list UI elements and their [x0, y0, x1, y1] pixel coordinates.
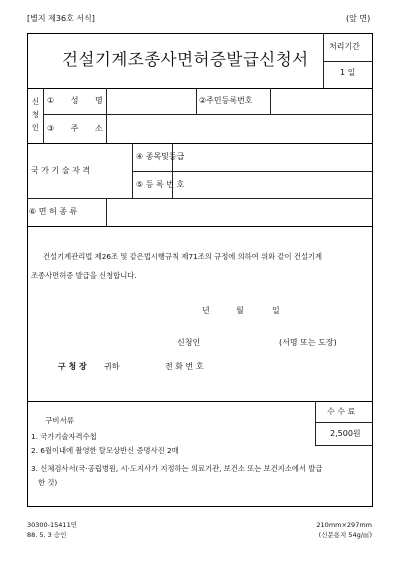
recipient-suffix: 귀하	[104, 362, 120, 371]
qualification-section-bottom	[27, 198, 373, 199]
statement-line-2: 조종사면허증 발급을 신청합니다.	[31, 271, 137, 280]
date-day-label: 일	[272, 306, 280, 315]
applicant-group-text: 신 청 인	[31, 97, 40, 132]
recipient-title: 구 청 장	[58, 362, 87, 371]
license-row-bottom	[27, 226, 373, 227]
form-number: [별지 제36호 서식]	[27, 14, 95, 23]
qualification-midline	[132, 171, 373, 172]
footer-date: 88. 5. 3 승인	[27, 531, 67, 539]
name-label-divider	[106, 88, 107, 143]
document-item-3: 3. 신체검사서(국·공립병원, 시·도지사가 지정하는 의료기관, 보건소 또는 보건지소에서 발급	[31, 464, 323, 473]
fee-value: 2,500원	[330, 429, 361, 438]
document-item-2: 2. 6월이내에 촬영한 탈모상반신 증명사진 2매	[31, 446, 179, 455]
license-type-divider	[106, 198, 107, 226]
id-label-divider-left	[196, 88, 197, 114]
fee-label: 수 수 료	[327, 407, 356, 416]
side-label: (앞 면)	[346, 14, 371, 23]
processing-value: 1 일	[340, 68, 356, 77]
applicant-group-divider	[43, 88, 44, 143]
applicant-section-bottom	[27, 143, 373, 144]
signer-label: 신청인	[177, 338, 201, 347]
documents-title: 구비서류	[45, 416, 74, 425]
fee-box-midline	[315, 422, 373, 423]
processing-midline	[323, 61, 373, 62]
name-label: ① 성 명	[47, 96, 103, 105]
fee-box-left	[315, 401, 316, 445]
footer-code: 30300-15411민	[27, 521, 77, 529]
registration-number-field[interactable]	[174, 173, 370, 196]
registration-number-label: ⑤ 등 록 번 호	[136, 180, 185, 189]
phone-label: 전 화 번 호	[165, 362, 204, 371]
date-month-label: 월	[236, 306, 244, 315]
title-bottom-line	[27, 88, 373, 89]
license-type-label: ⑥ 면 허 종 류	[29, 207, 78, 216]
license-type-field[interactable]	[108, 200, 370, 224]
fee-box-bottom	[315, 445, 373, 446]
statement-section-bottom	[27, 401, 373, 402]
footer-paper-size: 210mm×297mm	[316, 521, 372, 529]
qualification-type-label: ④ 종목및등급	[136, 152, 185, 161]
qualification-label: 국 가 기 술 자 격	[31, 166, 91, 175]
document-item-3-cont: 한 것)	[31, 478, 58, 487]
id-field[interactable]	[272, 90, 371, 112]
processing-label: 처리기간	[329, 42, 360, 51]
document-item-1: 1. 국가기술자격수첩	[31, 432, 97, 441]
name-row-bottom	[43, 114, 373, 115]
statement-line-1: 건설기계관리법 제26조 및 같은법시행규칙 제71조의 규정에 의하여 위와 같이 건설기계	[43, 252, 323, 261]
address-label: ③ 주 소	[47, 124, 103, 133]
footer-paper-type: (신문용지 54g/㎡)	[318, 531, 372, 539]
date-year-label: 년	[202, 306, 210, 315]
signature-label: (서명 또는 도장)	[279, 338, 337, 347]
id-label: ②주민등록번호	[199, 96, 253, 105]
id-label-divider-right	[270, 88, 271, 114]
address-field[interactable]	[108, 117, 370, 141]
name-field[interactable]	[108, 90, 194, 112]
applicant-group-label	[28, 95, 43, 134]
form-title: 건설기계조종사면허증발급신청서	[62, 50, 309, 69]
qualification-type-field[interactable]	[174, 145, 370, 169]
